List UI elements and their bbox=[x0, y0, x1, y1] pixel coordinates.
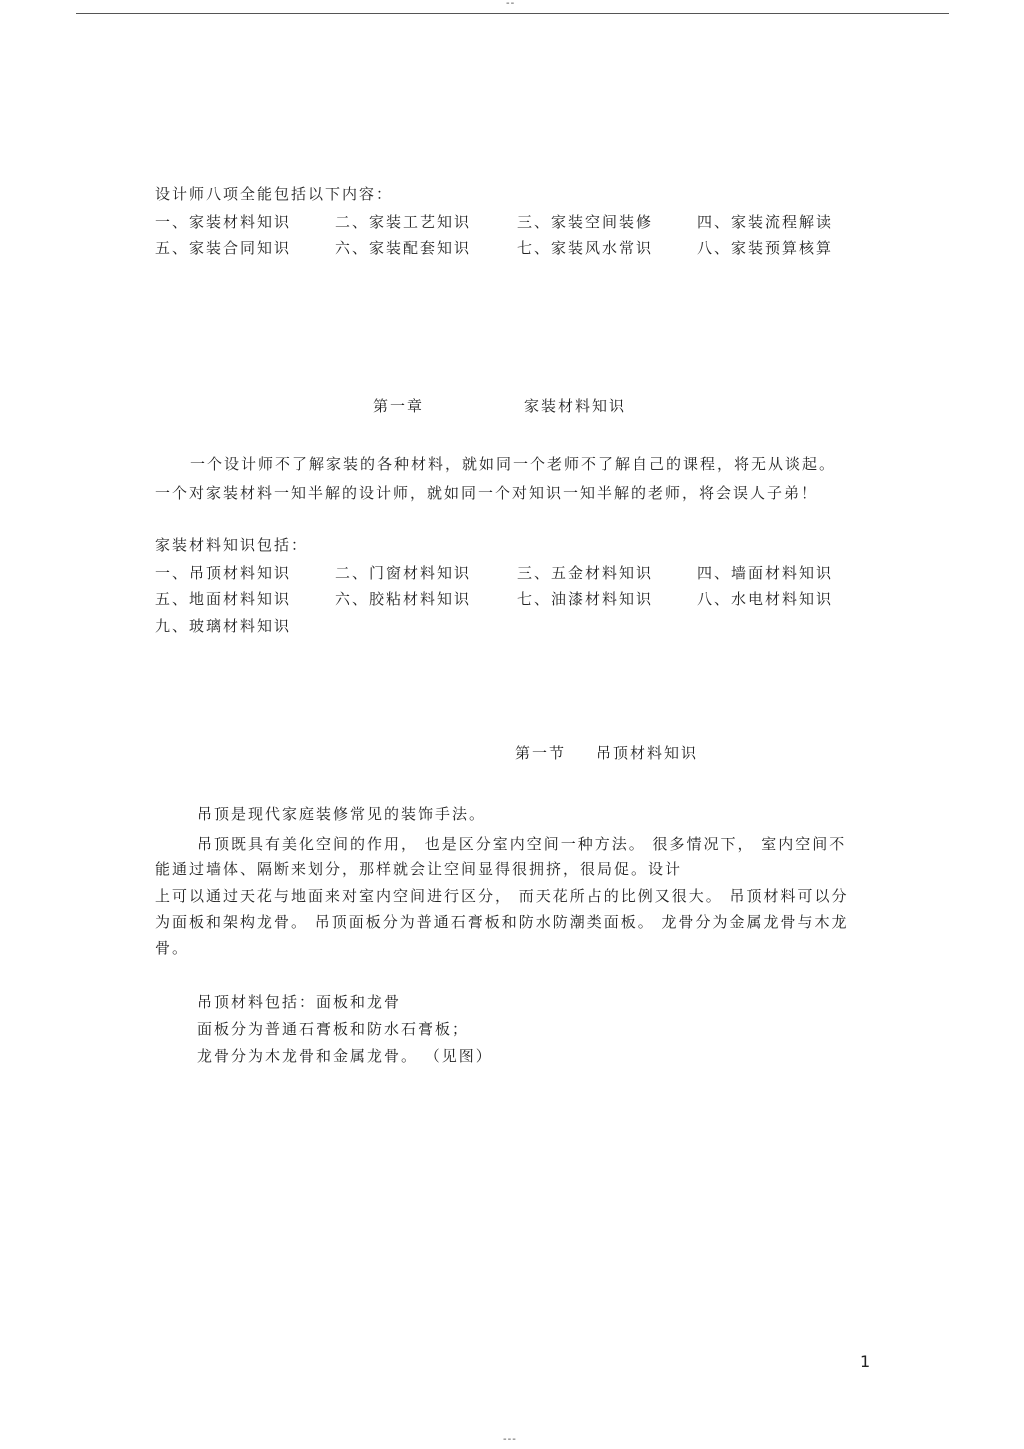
intro-item: 八、家装预算核算 bbox=[697, 239, 834, 257]
materials-item: 二、门窗材料知识 bbox=[335, 564, 472, 582]
section-text-line: 骨。 bbox=[155, 939, 190, 957]
intro-row-2 bbox=[155, 237, 875, 259]
section-text-line: 上可以通过天花与地面来对室内空间进行区分， 而天花所占的比例又很大。 吊顶材料可以分 bbox=[155, 887, 849, 905]
intro-item: 六、家装配套知识 bbox=[335, 239, 472, 257]
materials-item: 八、水电材料知识 bbox=[697, 590, 834, 608]
section-text-line: 吊顶是现代家庭装修常见的装饰手法。 bbox=[197, 805, 487, 823]
intro-row-1 bbox=[155, 211, 875, 233]
chapter-paragraph-line: 一个设计师不了解家装的各种材料，就如同一个老师不了解自己的课程，将无从谈起。 bbox=[190, 455, 837, 473]
intro-item: 三、家装空间装修 bbox=[517, 213, 654, 231]
intro-item: 七、家装风水常识 bbox=[517, 239, 654, 257]
materials-item: 三、五金材料知识 bbox=[517, 564, 654, 582]
intro-item: 一、家装材料知识 bbox=[155, 213, 292, 231]
section-text-line: 为面板和架构龙骨。 吊顶面板分为普通石膏板和防水防潮类面板。 龙骨分为金属龙骨与木龙 bbox=[155, 913, 849, 931]
section-text-line: 能通过墙体、隔断来划分，那样就会让空间显得很拥挤，很局促。设计 bbox=[155, 860, 683, 878]
section-title: 吊顶材料知识 bbox=[596, 744, 699, 762]
chapter-label: 第一章 bbox=[373, 397, 425, 415]
materials-item: 六、胶粘材料知识 bbox=[335, 590, 472, 608]
materials-item: 一、吊顶材料知识 bbox=[155, 564, 292, 582]
header-marker: -- bbox=[506, 0, 516, 9]
chapter-title: 家装材料知识 bbox=[524, 397, 627, 415]
intro-item: 五、家装合同知识 bbox=[155, 239, 292, 257]
summary-line: 龙骨分为木龙骨和金属龙骨。 （见图） bbox=[197, 1047, 493, 1065]
materials-row-3 bbox=[155, 615, 875, 637]
materials-row-1 bbox=[155, 562, 875, 584]
section-text-line: 吊顶既具有美化空间的作用， 也是区分室内空间一种方法。 很多情况下， 室内空间不 bbox=[197, 835, 847, 853]
header-rule bbox=[76, 13, 949, 14]
intro-heading: 设计师八项全能包括以下内容： bbox=[155, 185, 394, 203]
materials-item: 七、油漆材料知识 bbox=[517, 590, 654, 608]
materials-item: 五、地面材料知识 bbox=[155, 590, 292, 608]
materials-row-2 bbox=[155, 588, 875, 610]
materials-list-heading: 家装材料知识包括： bbox=[155, 536, 309, 554]
chapter-paragraph-line: 一个对家装材料一知半解的设计师，就如同一个对知识一知半解的老师，将会误人子弟！ bbox=[155, 484, 819, 502]
summary-line: 吊顶材料包括：面板和龙骨 bbox=[197, 993, 402, 1011]
intro-item: 二、家装工艺知识 bbox=[335, 213, 472, 231]
summary-line: 面板分为普通石膏板和防水石膏板； bbox=[197, 1020, 470, 1038]
intro-item: 四、家装流程解读 bbox=[697, 213, 834, 231]
materials-item: 九、玻璃材料知识 bbox=[155, 617, 292, 635]
page-number: 1 bbox=[860, 1352, 871, 1371]
section-label: 第一节 bbox=[515, 744, 567, 762]
materials-item: 四、墙面材料知识 bbox=[697, 564, 834, 582]
footer-marker: --- bbox=[503, 1434, 517, 1445]
